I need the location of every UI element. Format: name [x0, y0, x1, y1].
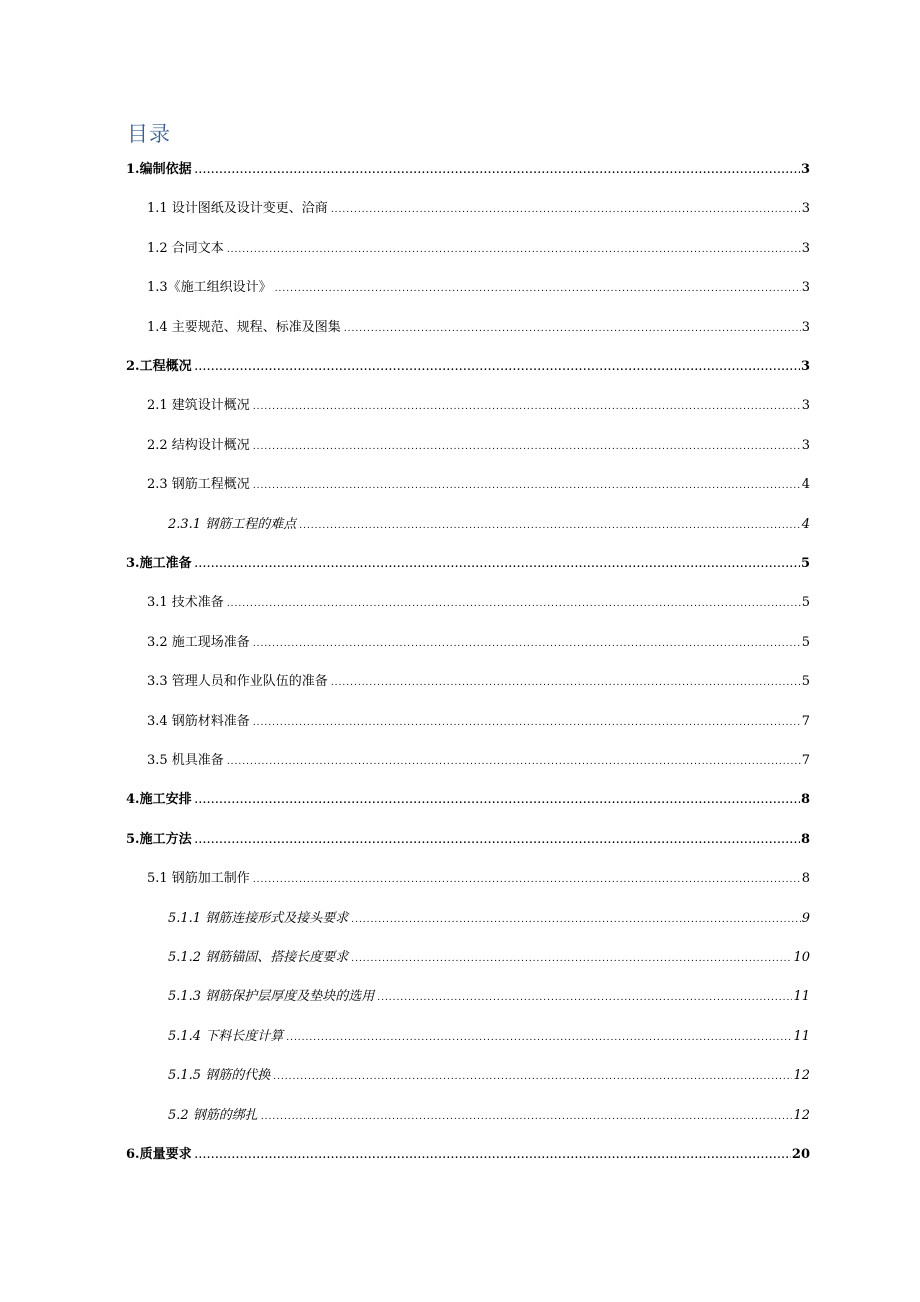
- toc-dot-leader: [299, 516, 801, 535]
- toc-entry-page-number: 8: [800, 792, 810, 807]
- toc-entry[interactable]: [147, 672, 810, 692]
- toc-dot-leader: [253, 870, 801, 889]
- toc-entry-label: 1.2 合同文本: [147, 241, 224, 256]
- toc-entry-page-number: 5: [800, 556, 810, 571]
- toc-entry-page-number: 7: [801, 753, 810, 768]
- toc-entry-page-number: 11: [793, 1029, 810, 1044]
- toc-dot-leader: [286, 1028, 792, 1047]
- toc-entry-label: 5.1 钢筋加工制作: [147, 871, 250, 886]
- toc-entry[interactable]: [126, 1145, 810, 1165]
- toc-entry-page-number: 3: [801, 438, 810, 453]
- toc-dot-leader: [261, 1107, 793, 1126]
- toc-entry[interactable]: [168, 948, 810, 968]
- toc-dot-leader: [273, 1067, 792, 1086]
- toc-dot-leader: [253, 476, 801, 495]
- toc-title: 目录: [127, 122, 171, 146]
- toc-dot-leader: [344, 319, 801, 338]
- toc-entry-label: 3.2 施工现场准备: [147, 635, 250, 650]
- toc-entry-page-number: 3: [801, 280, 810, 295]
- toc-entry[interactable]: [126, 160, 810, 180]
- toc-entry-label: 1.3《施工组织设计》: [147, 280, 272, 295]
- toc-entry[interactable]: [147, 633, 810, 653]
- toc-entry[interactable]: [147, 199, 810, 219]
- toc-dot-leader: [227, 752, 801, 771]
- toc-dot-leader: [227, 240, 801, 259]
- toc-entry-page-number: 8: [800, 832, 810, 847]
- toc-entry-label: 3.4 钢筋材料准备: [147, 714, 250, 729]
- toc-entry[interactable]: [147, 475, 810, 495]
- toc-entry-page-number: 4: [801, 517, 810, 532]
- toc-entry-page-number: 3: [801, 398, 810, 413]
- toc-entry-label: 2.1 建筑设计概况: [147, 398, 250, 413]
- toc-dot-leader: [351, 949, 792, 968]
- toc-entry-label: 1.4 主要规范、规程、标准及图集: [147, 320, 341, 335]
- toc-dot-leader: [253, 634, 801, 653]
- toc-entry-label: 5.2 钢筋的绑扎: [168, 1108, 258, 1123]
- toc-dot-leader: [351, 910, 801, 929]
- toc-entry-label: 2.3 钢筋工程概况: [147, 477, 250, 492]
- toc-entry-page-number: 3: [800, 359, 810, 374]
- toc-entry[interactable]: [168, 987, 810, 1007]
- toc-entry-page-number: 5: [801, 674, 810, 689]
- toc-dot-leader: [275, 279, 801, 298]
- toc-entry[interactable]: [147, 712, 810, 732]
- toc-entry[interactable]: [168, 1027, 810, 1047]
- toc-dot-leader: [377, 988, 792, 1007]
- toc-entry-page-number: 10: [793, 950, 810, 965]
- toc-entry-label: 3.5 机具准备: [147, 753, 224, 768]
- toc-entry-page-number: 4: [801, 477, 810, 492]
- toc-entry-page-number: 3: [801, 320, 810, 335]
- toc-entry-page-number: 5: [801, 635, 810, 650]
- toc-entry-label: 1.1 设计图纸及设计变更、洽商: [147, 201, 328, 216]
- toc-dot-leader: [195, 791, 800, 810]
- toc-entry-label: 5.1.4 下料长度计算: [168, 1029, 284, 1044]
- toc-entry[interactable]: [126, 830, 810, 850]
- toc-entry-label: 5.1.3 钢筋保护层厚度及垫块的选用: [168, 989, 375, 1004]
- toc-entry-page-number: 20: [791, 1147, 810, 1162]
- toc-entry[interactable]: [147, 239, 810, 259]
- toc-entry[interactable]: [147, 593, 810, 613]
- toc-entry-page-number: 11: [793, 989, 810, 1004]
- toc-entry-page-number: 5: [801, 595, 810, 610]
- toc-dot-leader: [253, 713, 801, 732]
- toc-entry-label: 6.质量要求: [126, 1147, 192, 1162]
- toc-dot-leader: [195, 358, 800, 377]
- toc-entry[interactable]: [168, 1106, 810, 1126]
- toc-entry-label: 2.3.1 钢筋工程的难点: [168, 517, 297, 532]
- toc-entry-label: 5.施工方法: [126, 832, 192, 847]
- toc-dot-leader: [195, 161, 800, 180]
- toc-entry[interactable]: [126, 554, 810, 574]
- toc-entry[interactable]: [147, 318, 810, 338]
- toc-entry-page-number: 8: [801, 871, 810, 886]
- toc-entry-label: 3.1 技术准备: [147, 595, 224, 610]
- toc-entry[interactable]: [126, 790, 810, 810]
- toc-dot-leader: [227, 594, 801, 613]
- toc-entry-label: 3.施工准备: [126, 556, 192, 571]
- toc-entry[interactable]: [147, 751, 810, 771]
- toc-entry-page-number: 3: [800, 162, 810, 177]
- toc-entry[interactable]: [147, 278, 810, 298]
- toc-dot-leader: [331, 673, 801, 692]
- toc-entry-page-number: 7: [801, 714, 810, 729]
- toc-dot-leader: [253, 437, 801, 456]
- toc-entry-label: 2.2 结构设计概况: [147, 438, 250, 453]
- toc-dot-leader: [253, 397, 801, 416]
- toc-entry-label: 3.3 管理人员和作业队伍的准备: [147, 674, 328, 689]
- toc-entry-label: 5.1.1 钢筋连接形式及接头要求: [168, 911, 349, 926]
- toc-entry-page-number: 12: [793, 1068, 810, 1083]
- toc-entry-page-number: 12: [793, 1108, 810, 1123]
- toc-entry[interactable]: [168, 1066, 810, 1086]
- toc-entry[interactable]: [147, 396, 810, 416]
- toc-entry[interactable]: [147, 869, 810, 889]
- toc-entry[interactable]: [168, 515, 810, 535]
- toc-dot-leader: [195, 831, 800, 850]
- toc-dot-leader: [331, 200, 801, 219]
- toc-entry-label: 2.工程概况: [126, 359, 192, 374]
- toc-entry[interactable]: [147, 436, 810, 456]
- toc-entry-label: 4.施工安排: [126, 792, 192, 807]
- toc-dot-leader: [195, 1146, 791, 1165]
- toc-entry[interactable]: [126, 357, 810, 377]
- toc-entry[interactable]: [168, 909, 810, 929]
- toc-entry-page-number: 3: [801, 241, 810, 256]
- toc-entry-label: 5.1.2 钢筋锚固、搭接长度要求: [168, 950, 349, 965]
- toc-dot-leader: [195, 555, 800, 574]
- toc-entry-page-number: 3: [801, 201, 810, 216]
- toc-entry-page-number: 9: [801, 911, 810, 926]
- toc-entry-label: 5.1.5 钢筋的代换: [168, 1068, 271, 1083]
- toc-entry-label: 1.编制依据: [126, 162, 192, 177]
